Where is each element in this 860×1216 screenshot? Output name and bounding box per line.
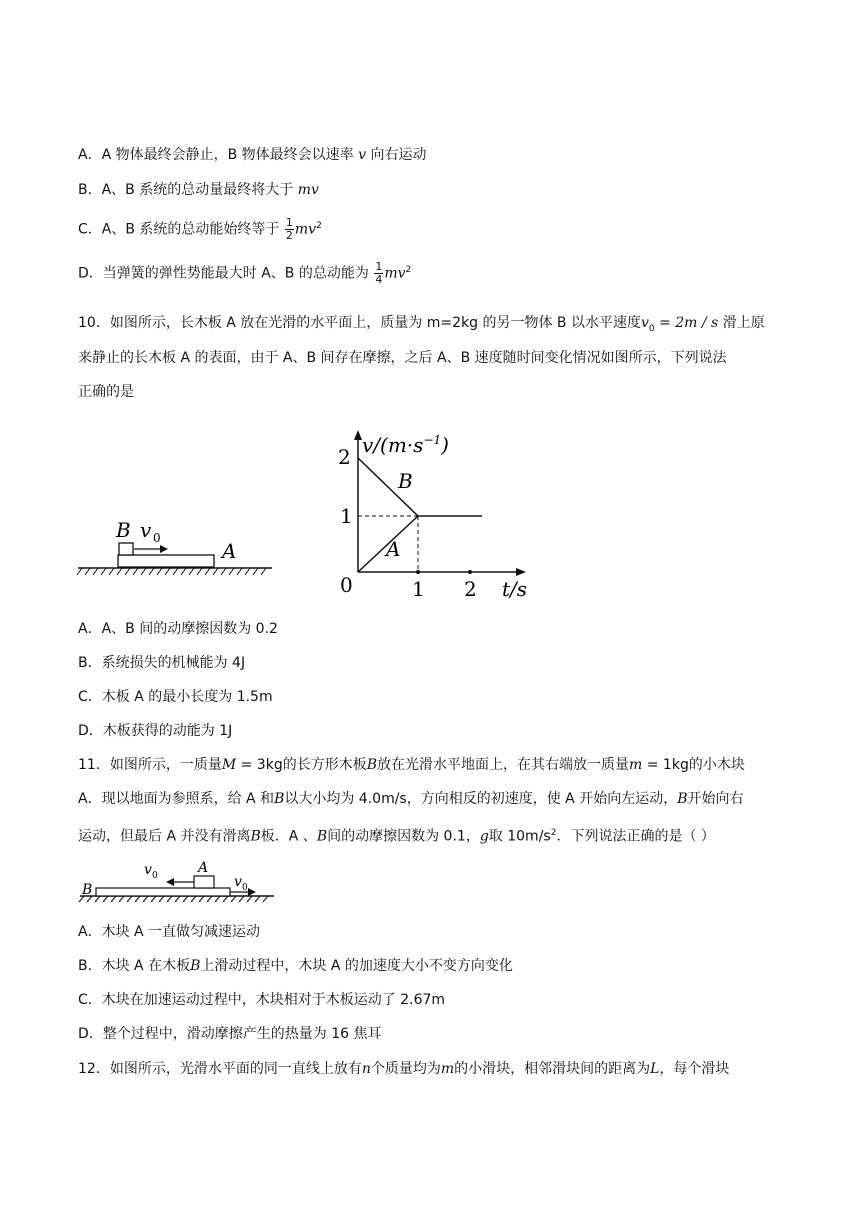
q10-vt-graph <box>330 428 540 608</box>
fraction-quarter: $\frac{1}{4}$ <box>375 260 383 287</box>
q9-option-a: A．A 物体最终会静止，B 物体最终会以速率 v 向右运动 <box>78 147 427 163</box>
svg-text:0: 0 <box>152 871 158 881</box>
q10-option-a: A．A、B 间的动摩擦因数为 0.2 <box>78 621 278 637</box>
q11-board-figure <box>78 854 278 914</box>
q12-stem-line1: 12．如图所示，光滑水平面的同一直线上放有n个质量均为m的小滑块，相邻滑块间的距离为L，每个滑块 <box>78 1061 730 1077</box>
board-a <box>118 555 214 567</box>
q10-stem-line1: 10．如图所示，长木板 A 放在光滑的水平面上，质量为 m=2kg 的另一物体 B 以水平速度$v_0 = 2m / s$ 滑上原 <box>78 315 765 334</box>
origin-label: 0 <box>340 573 353 597</box>
svg-text:B: B <box>116 518 131 542</box>
svg-text:v: v <box>234 874 242 890</box>
svg-text:A: A <box>222 539 237 563</box>
block-a <box>194 876 214 888</box>
y-tick-1: 1 <box>340 504 353 528</box>
label-b: B <box>398 469 413 493</box>
q11-option-d: D．整个过程中，滑动摩擦产生的热量为 16 焦耳 <box>78 1026 382 1042</box>
q11-option-b: B．木块 A 在木板B上滑动过程中，木块 A 的加速度大小不变方向变化 <box>78 958 513 974</box>
q10-option-d: D．木板获得的动能为 1J <box>78 723 233 739</box>
board-b <box>96 888 230 896</box>
svg-text:v: v <box>140 518 152 542</box>
x-tick-1: 1 <box>412 577 425 601</box>
q11-stem-line2: A．现以地面为参照系，给 A 和B以大小均为 4.0m/s，方向相反的初速度，使 A 开始向左运动，B开始向右 <box>78 791 744 807</box>
q10-stem-line2: 来静止的长木板 A 的表面，由于 A、B 间存在摩擦，之后 A、B 速度随时间变化情况如图所示，下列说法 <box>78 350 727 366</box>
q11-option-a: A．木块 A 一直做匀减速运动 <box>78 924 261 940</box>
svg-text:v: v <box>144 862 152 878</box>
x-axis-label: t/s <box>502 577 528 601</box>
svg-text:0: 0 <box>242 883 248 893</box>
label-a: A <box>386 537 401 561</box>
q9-option-c: C．A、B 系统的总动能始终等于 $\frac{1}{2}$ $mv^2$ <box>78 216 322 243</box>
x-tick-2: 2 <box>464 577 477 601</box>
fraction-half: $\frac{1}{2}$ <box>285 216 293 243</box>
q10-stem-line3: 正确的是 <box>78 384 134 400</box>
q11-option-c: C．木块在加速运动过程中，木块相对于木板运动了 2.67m <box>78 992 446 1008</box>
y-axis-label: $v/(m\cdot s^{-1})$ <box>362 433 449 457</box>
q10-option-b: B．系统损失的机械能为 4J <box>78 655 246 671</box>
svg-text:B: B <box>82 882 93 898</box>
svg-text:0: 0 <box>153 531 161 545</box>
q11-stem-line1: 11．如图所示，一质量M = 3kg的长方形木板B放在光滑水平地面上，在其右端放一质量m = 1kg的小木块 <box>78 757 745 773</box>
q9-option-b: B．A、B 系统的总动量最终将大于 mv <box>78 182 319 198</box>
block-b <box>119 543 133 555</box>
svg-text:A: A <box>198 860 209 876</box>
y-tick-2: 2 <box>338 445 351 469</box>
q11-stem-line3: 运动，但最后 A 并没有滑离B板．A 、B间的动摩擦因数为 0.1，g取 $10m/s^2$．下列说法正确的是（ ） <box>78 828 715 845</box>
q10-board-figure <box>76 510 276 580</box>
q9-option-d: D．当弹簧的弹性势能最大时 A、B 的总动能为 $\frac{1}{4}$ $mv^2$ <box>78 260 412 287</box>
q10-option-c: C．木板 A 的最小长度为 1.5m <box>78 689 273 705</box>
